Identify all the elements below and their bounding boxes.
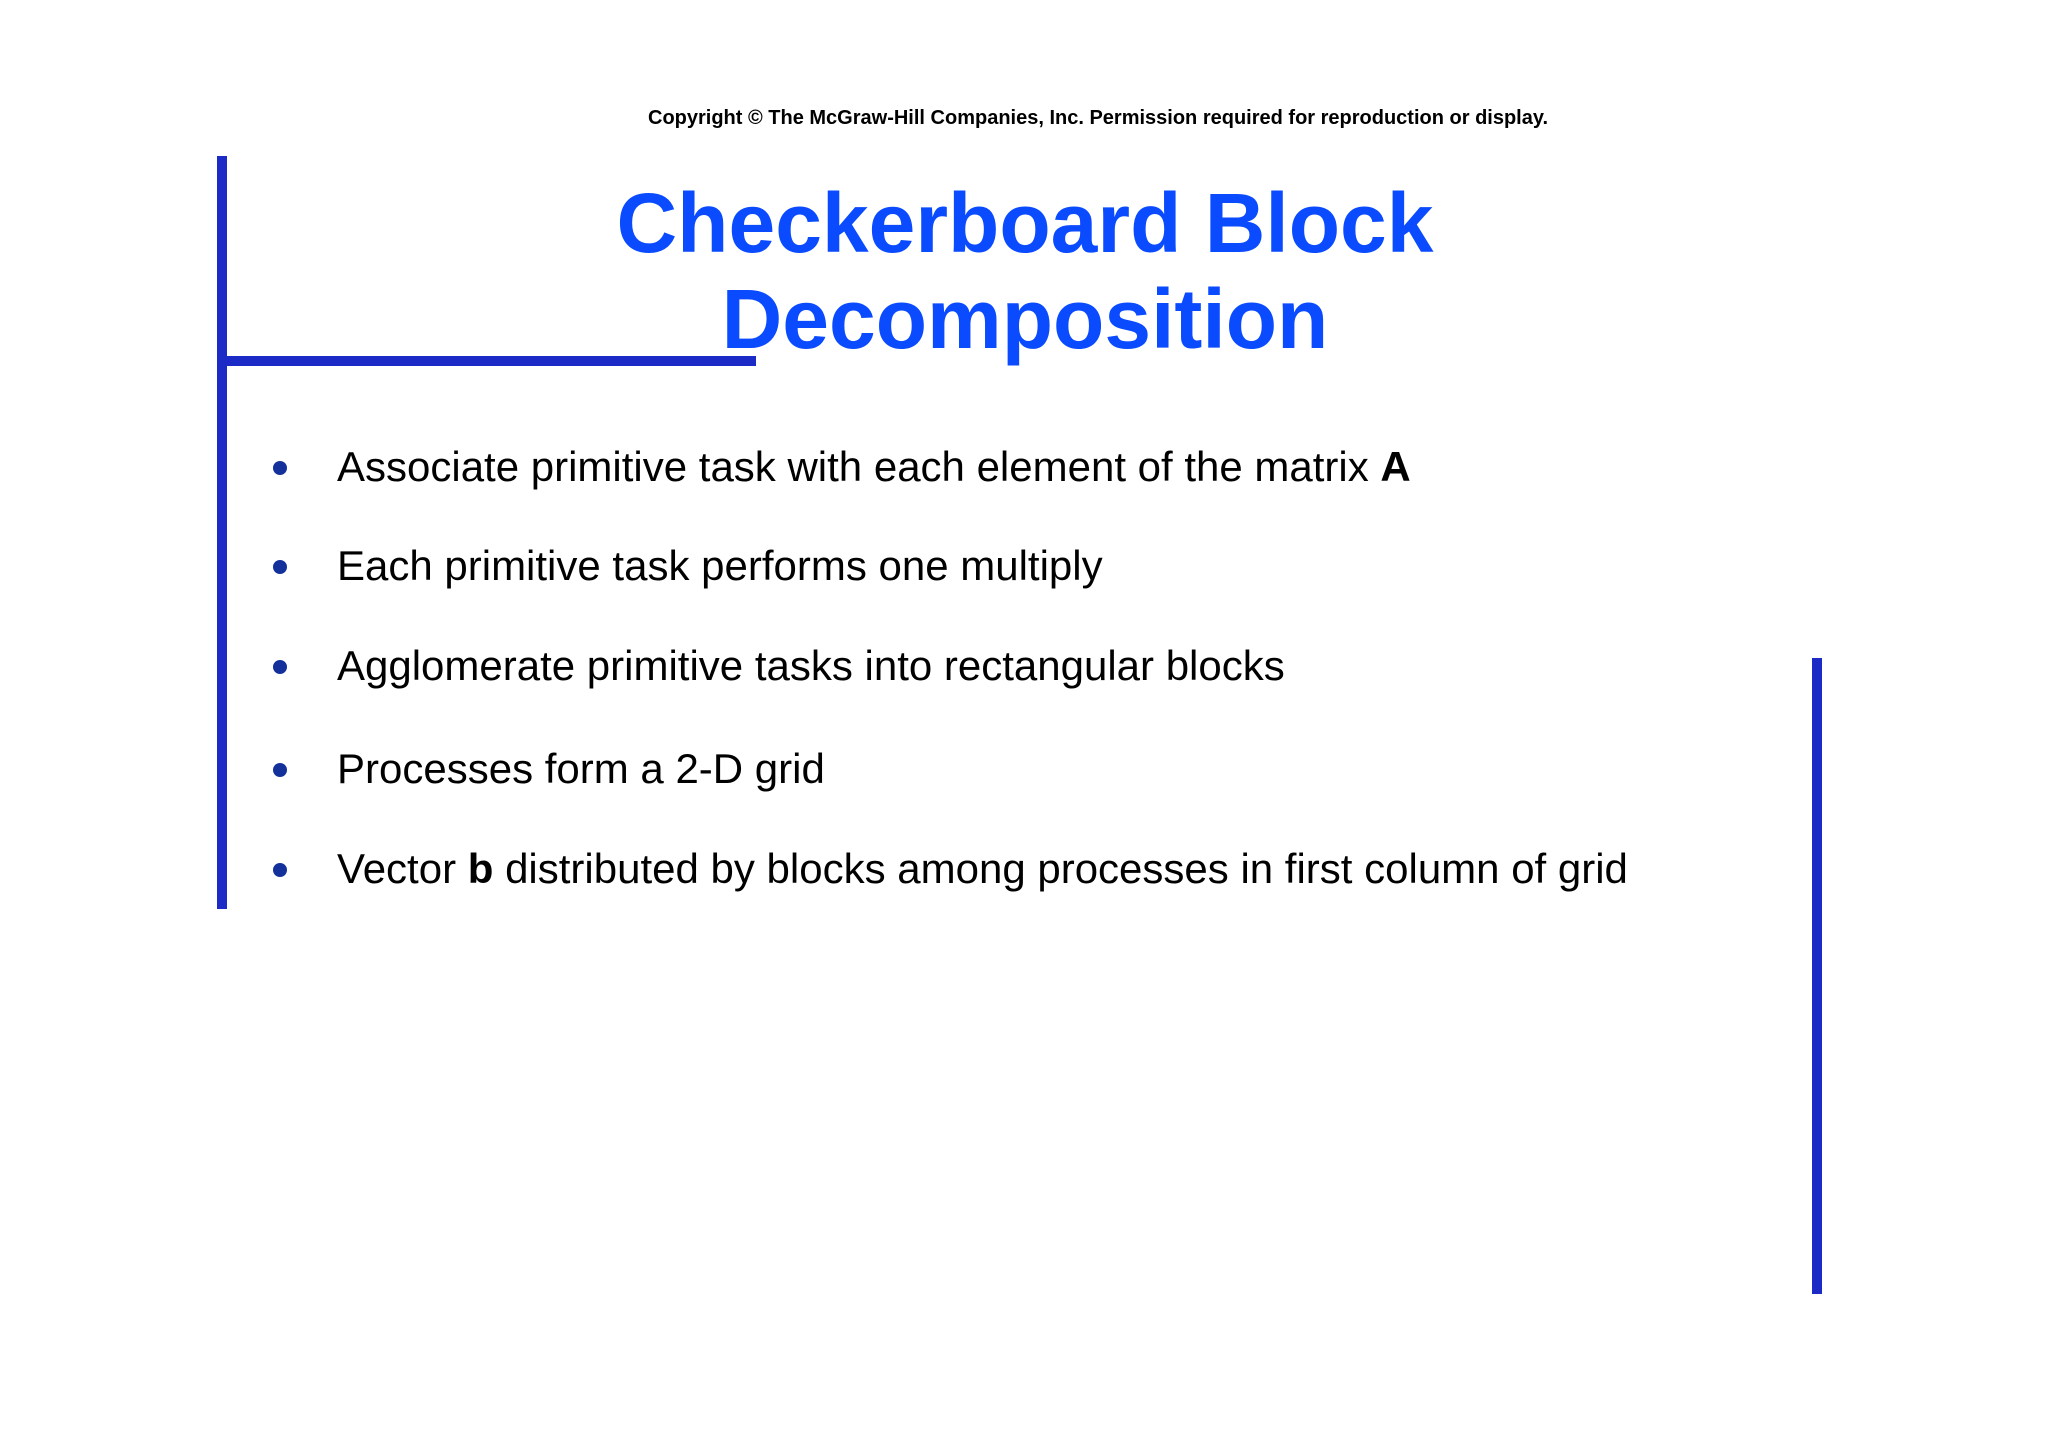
bullet-dot-icon — [273, 660, 287, 674]
bullet-item — [270, 640, 1790, 692]
bullet-text: Vector b distributed by blocks among processes in first column of grid — [337, 845, 1628, 892]
slide-title-line-1: Checkerboard Block — [616, 176, 1434, 270]
bullet-dot-icon — [273, 763, 287, 777]
bullet-item — [270, 441, 1790, 493]
bullet-dot-icon — [273, 560, 287, 574]
slide-title-line-2: Decomposition — [721, 272, 1329, 366]
bullet-item — [270, 540, 1790, 592]
bullet-item — [270, 843, 1790, 895]
bullet-item — [270, 743, 1790, 795]
bullet-text: Agglomerate primitive tasks into rectangular blocks — [337, 642, 1285, 689]
left-vertical-rule — [217, 156, 227, 909]
right-vertical-rule — [1812, 658, 1822, 1294]
bullet-dot-icon — [273, 461, 287, 475]
slide-title — [550, 175, 1500, 367]
bullet-text: Associate primitive task with each element of the matrix A — [337, 443, 1411, 490]
copyright-notice: Copyright © The McGraw-Hill Companies, Inc. Permission required for reproduction or display. — [648, 107, 1549, 129]
bullet-text: Processes form a 2-D grid — [337, 745, 825, 792]
bullet-text: Each primitive task performs one multiply — [337, 542, 1103, 589]
bullet-dot-icon — [273, 863, 287, 877]
